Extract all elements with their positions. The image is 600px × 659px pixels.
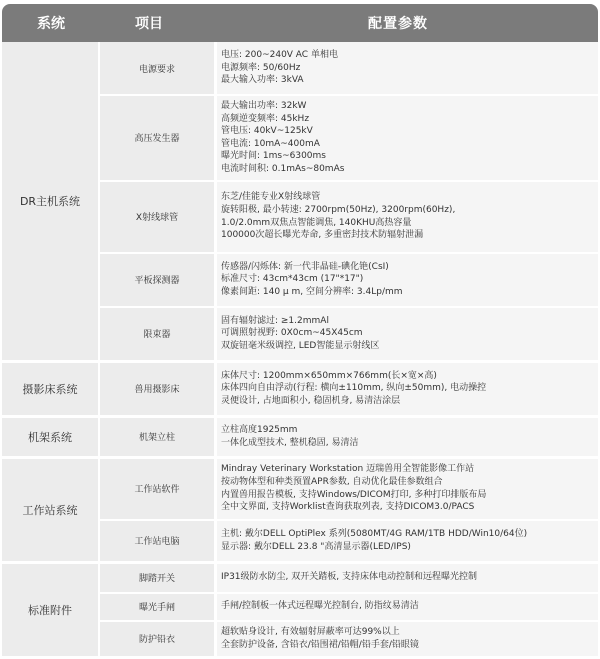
table-row <box>100 182 598 254</box>
spec-line: 一体化成型技术, 整机稳固, 易清洁 <box>221 437 359 448</box>
spec-line: 超软贴身设计, 有效辐射屏蔽率可达99%以上 <box>221 626 400 637</box>
spec-line: 显示器: 戴尔DELL 23.8 "高清显示器(LED/IPS) <box>221 541 411 552</box>
spec-cell <box>217 564 598 592</box>
system-name: DR主机系统 <box>2 42 98 360</box>
spec-cell <box>217 308 598 360</box>
system-name: 摄影床系统 <box>2 363 98 415</box>
spec-line: 管电压: 40kV~125kV <box>221 126 313 137</box>
spec-line: 内置兽用报告模板, 支持Windows/DICOM打印, 多种打印排版布局 <box>221 489 487 500</box>
system-group <box>2 42 598 363</box>
spec-line: 全中文界面, 支持Worklist查询获取列表, 支持DICOM3.0/PACS <box>221 502 475 513</box>
spec-line: 主机: 戴尔DELL OptiPlex 系列(5080MT/4G RAM/1TB HDD/Win10/64位) <box>221 528 528 539</box>
item-name: 机架立柱 <box>100 418 214 456</box>
header-params: 配置参数 <box>368 16 428 32</box>
item-name: 限束器 <box>100 308 214 360</box>
table-row <box>100 418 598 456</box>
spec-line: 曝光时间: 1ms~6300ms <box>221 151 326 162</box>
table-row <box>100 96 598 182</box>
header-item: 项目 <box>135 16 163 32</box>
spec-cell <box>217 459 598 519</box>
spec-line: 床体尺寸: 1200mm×650mm×766mm(长×宽×高) <box>221 370 437 381</box>
item-name: 电源要求 <box>100 42 214 94</box>
table-row <box>100 459 598 521</box>
table-header <box>2 4 598 42</box>
spec-line: 立柱高度1925mm <box>221 424 298 435</box>
spec-line: 双旋钮毫米级调控, LED智能显示射线区 <box>221 340 380 351</box>
system-group <box>2 418 598 459</box>
spec-cell <box>217 254 598 306</box>
spec-line: 可调照射视野: 0X0cm~45X45cm <box>221 328 363 339</box>
spec-line: 传感器/闪烁体: 新一代非晶硅-碘化铯(CsI) <box>221 261 389 272</box>
table-row <box>100 254 598 308</box>
spec-line: 按动物体型和种类预置APR参数, 自动优化最佳参数组合 <box>221 476 443 487</box>
spec-line: 固有辐射滤过: ≥1.2mmAl <box>221 315 329 326</box>
spec-line: 管电流: 10mA~400mA <box>221 138 320 149</box>
spec-cell <box>217 363 598 415</box>
table-row <box>100 594 598 622</box>
spec-cell <box>217 96 598 180</box>
system-name: 工作站系统 <box>2 459 98 561</box>
system-group <box>2 459 598 564</box>
table-row <box>100 308 598 360</box>
spec-line: 东芝/佳能专业X射线球管 <box>221 192 321 203</box>
spec-cell <box>217 42 598 94</box>
item-name: 工作站电脑 <box>100 521 214 561</box>
item-name: 兽用摄影床 <box>100 363 214 415</box>
system-name: 机架系统 <box>2 418 98 456</box>
spec-line: 最大输入功率: 3kVA <box>221 75 304 86</box>
item-name: 平板探测器 <box>100 254 214 306</box>
spec-line: 手闸/控制板一体式远程曝光控制台, 防指纹易清洁 <box>221 601 419 612</box>
table-row <box>100 622 598 656</box>
spec-line: Mindray Veterinary Workstation 迈瑞兽用全智能影像工作站 <box>221 464 475 475</box>
spec-line: 像素间距: 140 μ m, 空间分辨率: 3.4Lp/mm <box>221 286 403 297</box>
spec-line: 标准尺寸: 43cm*43cm (17"*17") <box>221 274 364 285</box>
item-name: 防护铅衣 <box>100 622 214 656</box>
item-name: 脚踏开关 <box>100 564 214 592</box>
table-row <box>100 363 598 415</box>
spec-cell <box>217 182 598 252</box>
header-system: 系统 <box>37 16 65 32</box>
system-group <box>2 363 598 418</box>
item-name: X射线球管 <box>100 182 214 252</box>
spec-line: IP31级防水防尘, 双开关踏板, 支持床体电动控制和远程曝光控制 <box>221 572 477 583</box>
spec-line: 全套防护设备, 含铅衣/铅围裙/铅帽/铅手套/铅眼镜 <box>221 639 419 650</box>
table-row <box>100 521 598 561</box>
spec-line: 电流时间积: 0.1mAs~80mAs <box>221 163 345 174</box>
spec-cell <box>217 521 598 561</box>
table-body <box>2 42 598 659</box>
system-group <box>2 564 598 659</box>
spec-line: 床体四向自由浮动(行程: 横向±110mm, 纵向±50mm), 电动操控 <box>221 383 487 394</box>
spec-line: 100000次超长曝光寿命, 多重密封技术防辐射泄漏 <box>221 230 424 241</box>
spec-line: 1.0/2.0mm双焦点智能调焦, 140KHU高热容量 <box>221 217 412 228</box>
spec-line: 灵便设计, 占地面积小, 稳固机身, 易清洁涂层 <box>221 395 401 406</box>
item-name: 高压发生器 <box>100 96 214 180</box>
spec-cell <box>217 418 598 456</box>
spec-cell <box>217 622 598 656</box>
item-name: 工作站软件 <box>100 459 214 519</box>
spec-line: 电源频率: 50/60Hz <box>221 62 301 73</box>
spec-table <box>2 4 598 659</box>
item-name: 曝光手闸 <box>100 594 214 620</box>
spec-line: 高频逆变频率: 45kHz <box>221 113 310 124</box>
spec-line: 电压: 200~240V AC 单相电 <box>221 50 338 61</box>
table-row <box>100 42 598 96</box>
table-row <box>100 564 598 594</box>
spec-cell <box>217 594 598 620</box>
system-name: 标准附件 <box>2 564 98 656</box>
spec-line: 最大输出功率: 32kW <box>221 101 307 111</box>
spec-line: 旋转阳极, 最小转速: 2700rpm(50Hz), 3200rpm(60Hz), <box>221 204 456 215</box>
